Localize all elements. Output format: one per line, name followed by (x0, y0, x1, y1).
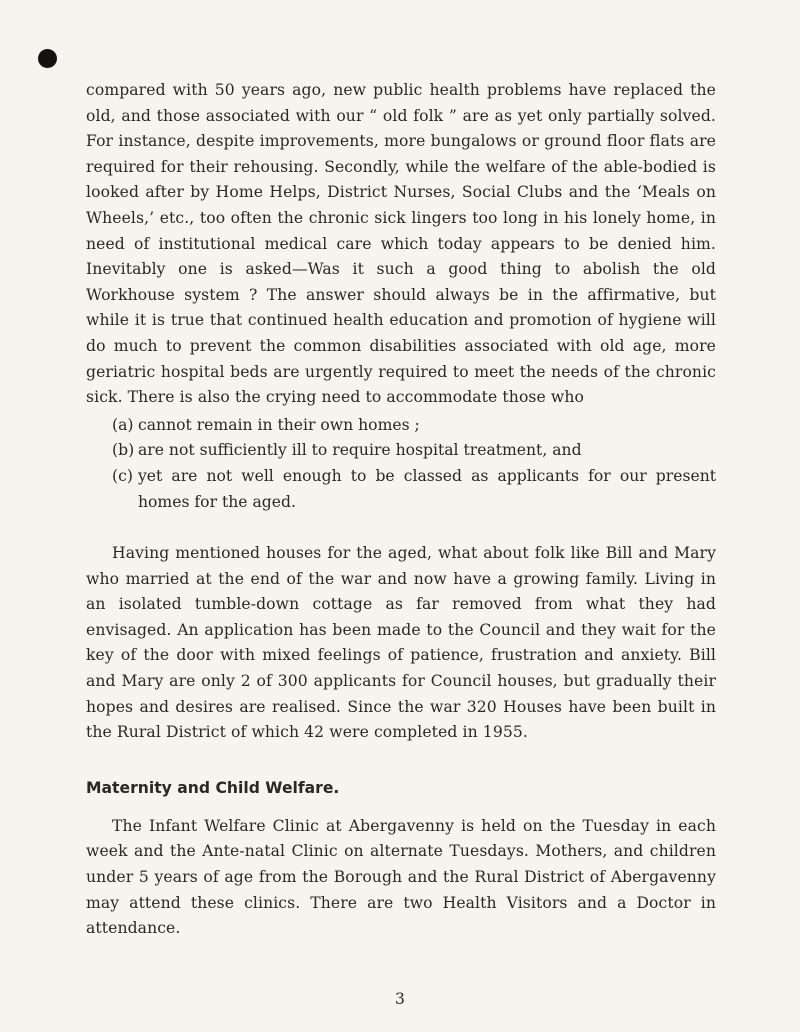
list-marker: (b) (112, 441, 135, 460)
list-item (86, 464, 716, 515)
list-item-text: cannot remain in their own homes ; (138, 415, 420, 434)
list-item-text: are not sufficiently ill to require hospital treatment, and (138, 441, 582, 460)
document-page (86, 78, 716, 942)
section-heading: Maternity and Child Welfare. (86, 778, 340, 797)
paragraph-housing: Having mentioned houses for the aged, what about folk like Bill and Mary who married at the end of the war and now have a growing family. Living in an isolated tumble-down cottage as far removed from what they had envisaged. An application has been made to the Council and they wait for the key of the door with mixed feelings of patience, frustration and anxiety. Bill and Mary are only 2 of 300 applicants for Council houses, but gradually their hopes and desires are realised. Since the war 320 Houses have been built in the Rural District of which 42 were completed in 1955. (86, 544, 716, 742)
list-item-text: yet are not well enough to be classed as applicants for our present homes for the aged. (138, 466, 716, 511)
list-marker: (c) (112, 466, 133, 485)
list-item (86, 438, 716, 464)
list-item (86, 413, 716, 439)
paragraph-maternity: The Infant Welfare Clinic at Abergavenny is held on the Tuesday in each week and the Ante-natal Clinic on alternate Tuesdays. Mothers, and children under 5 years of age from the Borough and the Rural District of Abergavenny may attend these clinics. There are two Health Visitors and a Doctor in attendance. (86, 816, 716, 938)
binding-hole (38, 49, 57, 68)
paragraph-public-health: compared with 50 years ago, new public health problems have replaced the old, and those associated with our “ old folk ” are as yet only partially solved. For instance, despite improvements, more bungalows or ground floor flats are required for their rehousing. Secondly, while the welfare of the able-bodied is looked after by Home Helps, District Nurses, Social Clubs and the ‘Meals on Wheels,’ etc., too often the chronic sick lingers too long in his lonely home, in need of institutional medical care which today appears to be denied him. Inevitably one is asked—Was it such a good thing to abolish the old Workhouse system ? The answer should always be in the affirmative, but while it is true that continued health education and promotion of hygiene will do much to prevent the common disabilities associated with old age, more geriatric hospital beds are urgently required to meet the needs of the chronic sick. There is also the crying need to accommodate those who (86, 81, 716, 407)
needs-list (86, 413, 716, 515)
list-marker: (a) (112, 415, 134, 434)
page-number: 3 (395, 990, 405, 1008)
